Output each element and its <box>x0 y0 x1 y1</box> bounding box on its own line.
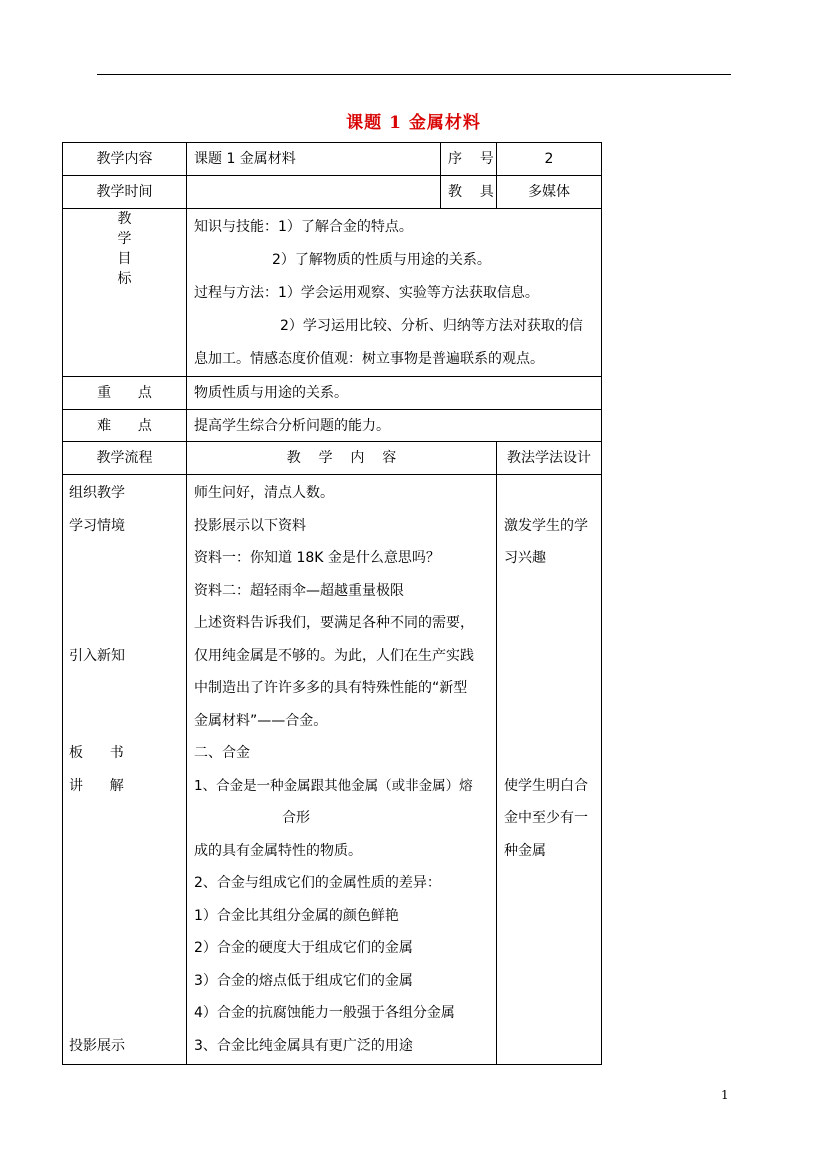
row-key-point <box>63 377 602 410</box>
flow-method-line: 习兴趣 <box>504 550 546 566</box>
flow-method-line <box>504 607 594 640</box>
flow-label: 投影展示 <box>69 1037 125 1054</box>
flow-content-line: 金属材料”——合金。 <box>194 712 328 729</box>
flow-method-line <box>504 640 594 673</box>
flow-content-line: 上述资料告诉我们，要满足各种不同的需要， <box>194 615 474 631</box>
objective-line: 息加工。情感态度价值观：树立事物是普遍联系的观点。 <box>194 351 544 367</box>
flow-content-line: 资料一：你知道 18K 金是什么意思吗？ <box>194 550 440 566</box>
flow-label: 学习情境 <box>69 517 125 534</box>
key-point-label: 重 点 <box>63 377 187 410</box>
flow-header-col2: 教 学 内 容 <box>187 442 497 475</box>
objective-line: 知识与技能：1）了解合金的特点。 <box>194 219 413 235</box>
flow-method-line <box>504 900 594 933</box>
flow-method-line <box>504 965 594 998</box>
difficulty-value: 提高学生综合分析问题的能力。 <box>187 410 602 442</box>
content-label: 教学内容 <box>63 143 187 176</box>
objectives-label <box>63 209 187 377</box>
flow-content-line: 仅用纯金属是不够的。为此，人们在生产实践 <box>194 647 474 664</box>
flow-content-line: 4）合金的抗腐蚀能力一般强于各组分金属 <box>194 1005 455 1021</box>
flow-method-line <box>504 477 594 510</box>
flow-method-line <box>504 575 594 608</box>
flow-label: 讲 解 <box>69 777 124 794</box>
flow-label <box>69 672 179 705</box>
objectives-label-char: 目 <box>117 251 132 267</box>
flow-method-line: 金中至少有一 <box>504 810 588 826</box>
flow-method-line: 使学生明白合 <box>504 777 588 794</box>
row-flow-body <box>63 475 602 1065</box>
flow-method-line: 激发学生的学 <box>504 517 588 534</box>
flow-methods <box>497 475 602 1065</box>
flow-method-line <box>504 672 594 705</box>
flow-method-line <box>504 737 594 770</box>
flow-content-line: 3、合金比纯金属具有更广泛的用途 <box>194 1037 413 1054</box>
flow-label <box>69 802 179 835</box>
tools-label: 教 具 <box>441 176 497 209</box>
flow-content-line: 中制造出了许许多多的具有特殊性能的“新型 <box>194 680 468 696</box>
page-number: 1 <box>721 1088 729 1102</box>
header-rule <box>97 74 731 75</box>
time-value <box>187 176 441 209</box>
objectives-label-char: 学 <box>117 231 132 247</box>
objective-line: 过程与方法：1）学会运用观察、实验等方法获取信息。 <box>194 285 539 301</box>
flow-content-line: 成的具有金属特性的物质。 <box>194 842 362 859</box>
objective-line: 2）了解物质的性质与用途的关系。 <box>272 252 491 268</box>
flow-content-line: 2、合金与组成它们的金属性质的差异： <box>194 875 441 891</box>
objectives-label-char: 标 <box>117 271 132 287</box>
flow-label: 板 书 <box>69 745 124 761</box>
flow-header-col1: 教学流程 <box>63 442 187 475</box>
flow-method-line: 种金属 <box>504 842 546 859</box>
flow-label <box>69 705 179 738</box>
seq-label: 序 号 <box>441 143 497 176</box>
difficulty-label: 难 点 <box>63 410 187 442</box>
flow-label: 引入新知 <box>69 647 125 664</box>
flow-method-line <box>504 705 594 738</box>
flow-label <box>69 835 179 868</box>
flow-method-line <box>504 1030 594 1063</box>
flow-label <box>69 965 179 998</box>
row-content <box>63 143 602 176</box>
lesson-plan-table <box>62 142 602 1065</box>
flow-header-col3: 教法学法设计 <box>497 442 602 475</box>
flow-label <box>69 542 179 575</box>
objectives-content <box>187 209 602 377</box>
flow-label <box>69 932 179 965</box>
flow-content-line: 1、合金是一种金属跟其他金属（或非金属）熔 <box>194 777 473 794</box>
seq-value: 2 <box>497 143 602 176</box>
flow-content-line: 2）合金的硬度大于组成它们的金属 <box>194 940 413 956</box>
objectives-label-char: 教 <box>117 211 132 227</box>
row-difficulty <box>63 410 602 442</box>
flow-label <box>69 607 179 640</box>
content-value: 课题 1 金属材料 <box>187 143 441 176</box>
flow-content-line: 投影展示以下资料 <box>194 517 306 534</box>
flow-content-line: 3）合金的熔点低于组成它们的金属 <box>194 972 413 989</box>
flow-method-line <box>504 932 594 965</box>
flow-content-line: 1）合金比其组分金属的颜色鲜艳 <box>194 907 399 924</box>
flow-content-line: 合形 <box>282 810 310 826</box>
flow-method-line <box>504 867 594 900</box>
flow-content-line: 二、合金 <box>194 745 250 761</box>
flow-label <box>69 867 179 900</box>
flow-label <box>69 575 179 608</box>
time-label: 教学时间 <box>63 176 187 209</box>
page-title: 课题 1 金属材料 <box>346 113 481 133</box>
flow-content-line: 资料二：超轻雨伞—超越重量极限 <box>194 582 404 599</box>
tools-value: 多媒体 <box>497 176 602 209</box>
key-point-value: 物质性质与用途的关系。 <box>187 377 602 410</box>
flow-label: 组织教学 <box>69 485 125 501</box>
flow-label <box>69 900 179 933</box>
flow-content-line: 师生问好，清点人数。 <box>194 485 334 501</box>
objective-line: 2）学习运用比较、分析、归纳等方法对获取的信 <box>280 318 583 334</box>
row-flow-header <box>63 442 602 475</box>
row-time <box>63 176 602 209</box>
flow-content <box>187 475 497 1065</box>
flow-label <box>69 997 179 1030</box>
row-objectives <box>63 209 602 377</box>
flow-method-line <box>504 997 594 1030</box>
flow-labels <box>63 475 187 1065</box>
